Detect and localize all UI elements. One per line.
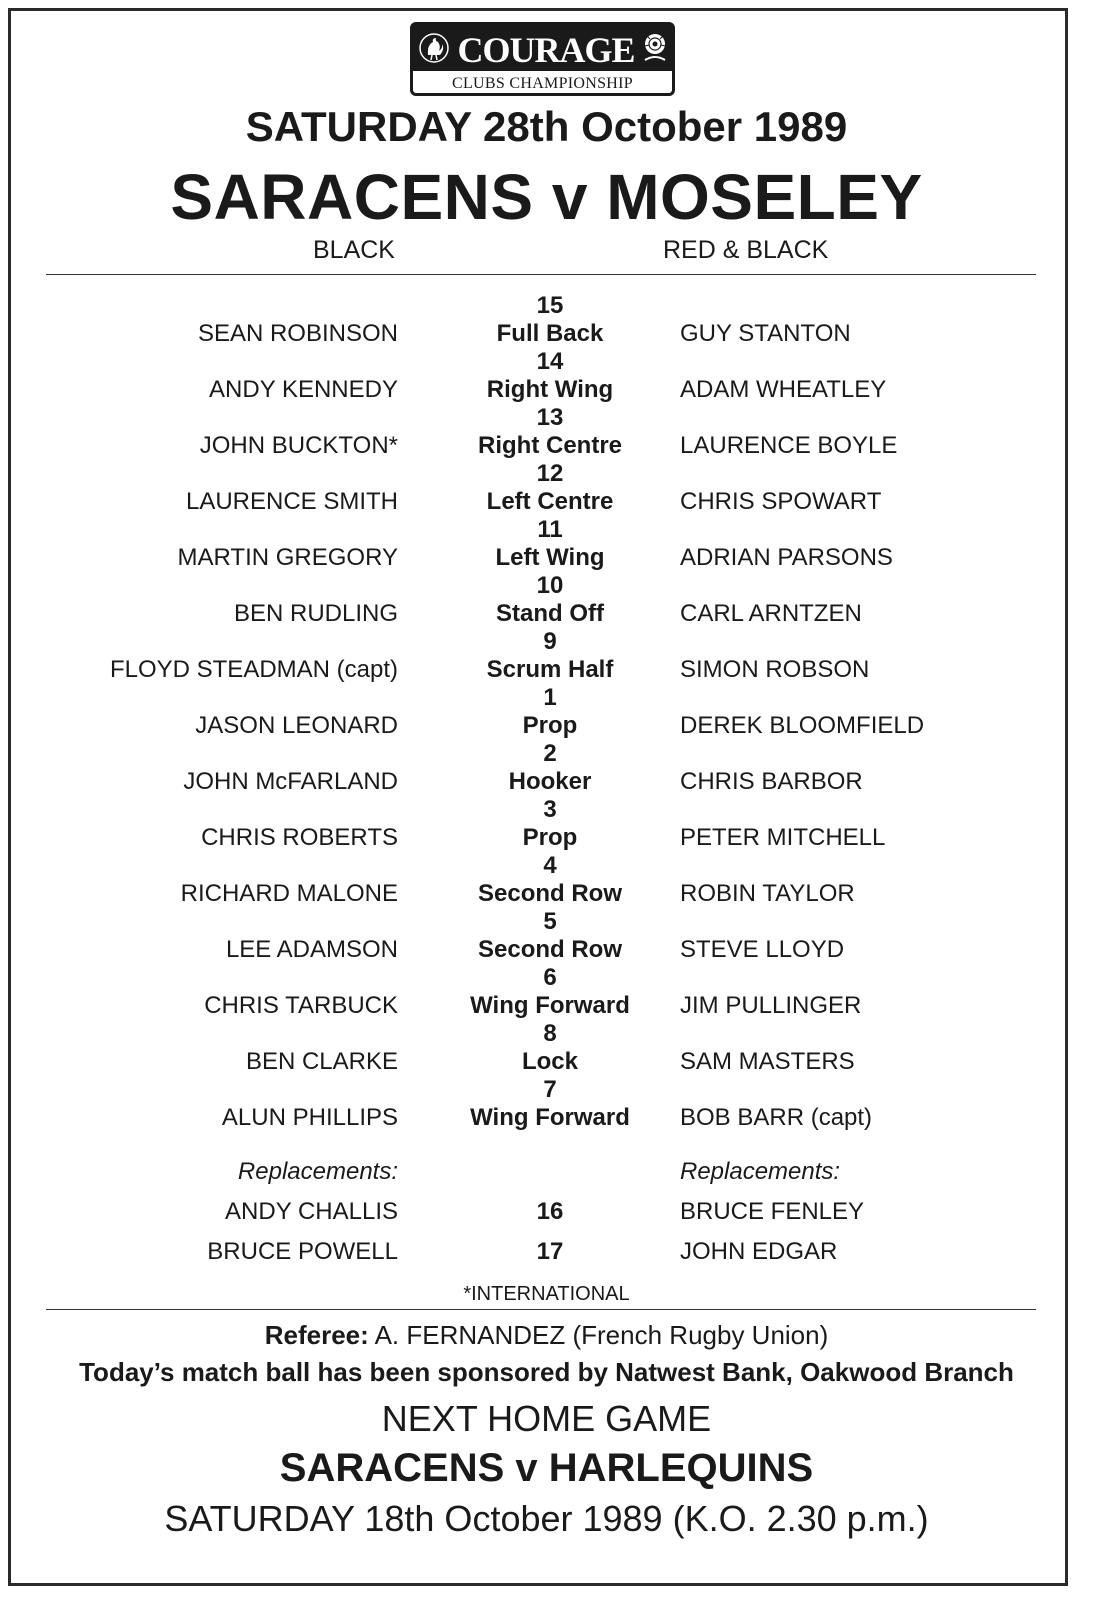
referee-label: Referee: <box>264 1320 369 1350</box>
away-colours: RED & BLACK <box>663 236 829 264</box>
position-label: Full Back <box>496 320 604 347</box>
away-player: BOB BARR (capt) <box>680 1104 873 1131</box>
home-player: BEN RUDLING <box>233 600 398 627</box>
home-player: JOHN BUCKTON* <box>199 432 398 459</box>
away-player: LAURENCE BOYLE <box>680 432 898 459</box>
jersey-number: 4 <box>543 852 557 879</box>
home-replacement: BRUCE POWELL <box>207 1238 398 1265</box>
home-replacement: ANDY CHALLIS <box>225 1198 398 1225</box>
away-player: SAM MASTERS <box>680 1048 855 1075</box>
rose-icon <box>639 30 671 66</box>
away-player: PETER MITCHELL <box>680 824 886 851</box>
away-player: CARL ARNTZEN <box>680 600 862 627</box>
logo-banner <box>413 25 672 71</box>
match-date: SATURDAY 28th October 1989 <box>245 103 848 150</box>
away-player: ADAM WHEATLEY <box>680 376 887 403</box>
match-title: SARACENS v MOSELEY <box>170 161 923 233</box>
position-label: Hooker <box>508 768 592 795</box>
away-player: CHRIS BARBOR <box>680 768 863 795</box>
home-player: LEE ADAMSON <box>225 936 398 963</box>
home-player: CHRIS ROBERTS <box>201 824 398 851</box>
home-player: SEAN ROBINSON <box>197 320 398 347</box>
away-player: CHRIS SPOWART <box>680 488 882 515</box>
position-label: Wing Forward <box>470 992 630 1019</box>
jersey-number: 12 <box>536 460 564 487</box>
home-colours: BLACK <box>313 236 395 264</box>
next-game-date: SATURDAY 18th October 1989 (K.O. 2.30 p.m.) <box>164 1498 929 1539</box>
jersey-number: 2 <box>543 740 557 767</box>
home-replacements-label: Replacements: <box>237 1158 398 1185</box>
jersey-number: 13 <box>536 404 564 431</box>
home-player: LAURENCE SMITH <box>185 488 398 515</box>
position-label: Second Row <box>477 936 622 963</box>
jersey-number: 6 <box>543 964 557 991</box>
replacement-number: 17 <box>536 1238 564 1265</box>
footer-divider <box>46 1309 1036 1310</box>
international-footnote: *INTERNATIONAL <box>463 1283 630 1305</box>
jersey-number: 5 <box>543 908 557 935</box>
position-label: Right Centre <box>478 432 622 459</box>
jersey-number: 10 <box>536 572 564 599</box>
home-player: ANDY KENNEDY <box>209 376 398 403</box>
home-player: JOHN McFARLAND <box>183 768 398 795</box>
position-label: Lock <box>521 1048 578 1075</box>
referee-line <box>0 1320 1093 1351</box>
home-player: JASON LEONARD <box>195 712 398 739</box>
position-label: Right Wing <box>486 376 614 403</box>
away-replacement: JOHN EDGAR <box>680 1238 838 1265</box>
position-label: Prop <box>522 712 578 739</box>
jersey-number: 7 <box>543 1076 557 1103</box>
jersey-number: 1 <box>543 684 557 711</box>
header-divider <box>46 274 1036 275</box>
home-player: RICHARD MALONE <box>180 880 398 907</box>
jersey-number: 8 <box>543 1020 557 1047</box>
away-player: ADRIAN PARSONS <box>680 544 893 571</box>
position-label: Wing Forward <box>470 1104 630 1131</box>
position-label: Second Row <box>477 880 622 907</box>
away-player: ROBIN TAYLOR <box>680 880 855 907</box>
logo-subtitle: CLUBS CHAMPIONSHIP <box>452 75 633 92</box>
next-game-title: SARACENS v HARLEQUINS <box>279 1446 814 1490</box>
sponsor-notice: Today’s match ball has been sponsored by Natwest Bank, Oakwood Branch <box>79 1357 1014 1387</box>
position-label: Stand Off <box>496 600 604 627</box>
jersey-number: 15 <box>536 292 564 319</box>
cockerel-icon <box>419 31 449 65</box>
away-replacements-label: Replacements: <box>680 1158 841 1185</box>
replacement-number: 16 <box>536 1198 564 1225</box>
home-player: FLOYD STEADMAN (capt) <box>109 656 398 683</box>
away-replacement: BRUCE FENLEY <box>680 1198 865 1225</box>
position-label: Prop <box>522 824 578 851</box>
home-player: BEN CLARKE <box>245 1048 398 1075</box>
position-label: Scrum Half <box>486 656 614 683</box>
away-player: JIM PULLINGER <box>680 992 862 1019</box>
home-player: CHRIS TARBUCK <box>204 992 398 1019</box>
away-player: SIMON ROBSON <box>680 656 870 683</box>
jersey-number: 9 <box>543 628 557 655</box>
jersey-number: 14 <box>536 348 564 375</box>
away-player: STEVE LLOYD <box>680 936 845 963</box>
jersey-number: 11 <box>537 516 563 543</box>
home-player: ALUN PHILLIPS <box>221 1104 398 1131</box>
logo-brand: COURAGE <box>457 30 635 70</box>
courage-logo <box>410 22 675 96</box>
position-label: Left Wing <box>495 544 605 571</box>
away-player: DEREK BLOOMFIELD <box>680 712 925 739</box>
away-player: GUY STANTON <box>680 320 851 347</box>
home-player: MARTIN GREGORY <box>177 544 398 571</box>
next-game-heading: NEXT HOME GAME <box>381 1398 712 1439</box>
jersey-number: 3 <box>543 796 557 823</box>
position-label: Left Centre <box>486 488 614 515</box>
referee-name: A. FERNANDEZ (French Rugby Union) <box>374 1320 829 1350</box>
